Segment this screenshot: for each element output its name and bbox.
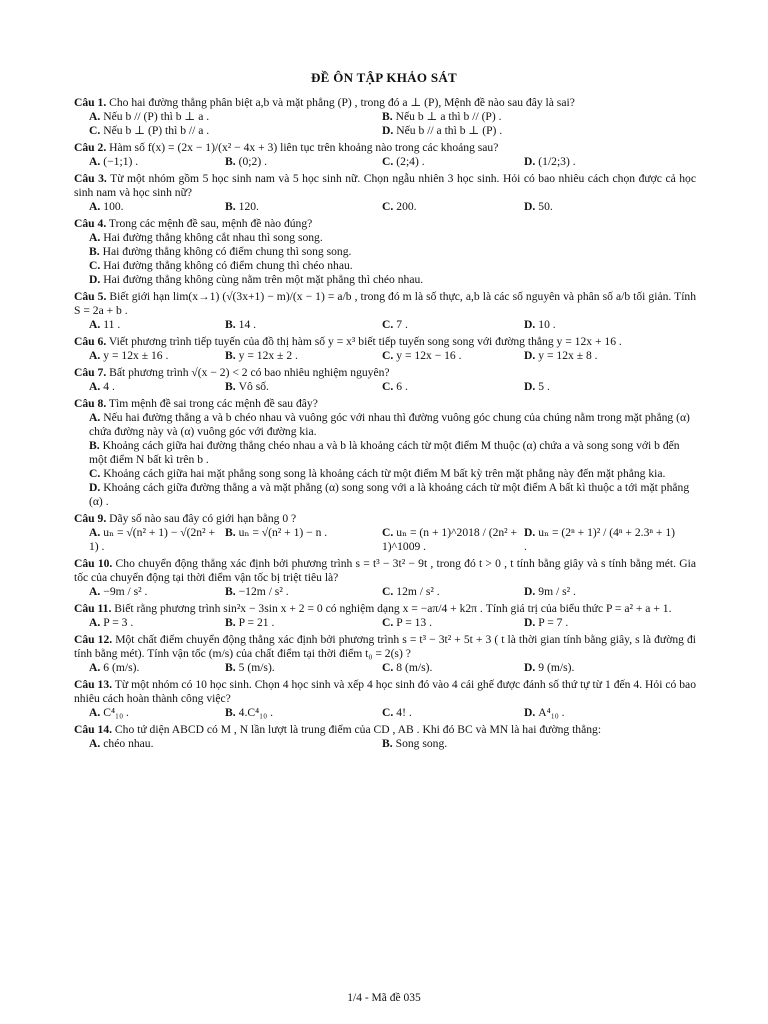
option-text: Hai đường thẳng không có điểm chung thì song song. (102, 245, 352, 258)
answer-option (382, 661, 524, 675)
option-text: P = 21 . (238, 616, 275, 629)
option-text: 120. (238, 200, 259, 213)
answer-option (524, 706, 676, 720)
option-text: Hai đường thẳng không cắt nhau thì song song. (103, 231, 323, 244)
option-letter: B. (225, 349, 236, 362)
answer-option (382, 349, 524, 363)
option-letter: D. (524, 349, 536, 362)
answer-option (89, 411, 696, 439)
answer-option (89, 231, 696, 245)
option-text: 11 . (103, 318, 121, 331)
option-letter: D. (89, 273, 101, 286)
question-8 (74, 397, 696, 509)
answer-option (382, 616, 524, 630)
question-stem (74, 335, 696, 349)
option-letter: B. (225, 585, 236, 598)
answer-options (74, 200, 696, 214)
option-text: 9m / s² . (538, 585, 576, 598)
answer-option (225, 706, 382, 720)
answer-option (524, 318, 676, 332)
option-letter: C. (89, 124, 101, 137)
question-2 (74, 141, 696, 169)
answer-options (74, 616, 696, 630)
option-text: uₙ = √(n² + 1) − √(2n² + 1) . (89, 526, 215, 553)
option-letter: A. (89, 411, 101, 424)
option-letter: C. (382, 526, 394, 539)
question-6 (74, 335, 696, 363)
option-text: 50. (538, 200, 553, 213)
question-3 (74, 172, 696, 214)
answer-options (74, 411, 696, 509)
option-letter: C. (382, 318, 394, 331)
option-text: Vô số. (238, 380, 269, 393)
option-letter: D. (382, 124, 394, 137)
question-stem (74, 602, 696, 616)
answer-option (225, 616, 382, 630)
answer-option (89, 200, 225, 214)
option-text: Nếu b ⊥ (P) thì b // a . (103, 124, 210, 137)
option-letter: D. (89, 481, 101, 494)
option-letter: A. (89, 526, 101, 539)
option-letter: A. (89, 155, 101, 168)
option-text: C⁴₁₀ . (103, 706, 129, 719)
option-text: chéo nhau. (103, 737, 154, 750)
question-14 (74, 723, 696, 751)
question-stem (74, 512, 696, 526)
option-text: 100. (103, 200, 124, 213)
answer-options (74, 737, 696, 751)
option-letter: C. (382, 200, 394, 213)
answer-options (74, 231, 696, 287)
question-1 (74, 96, 696, 138)
option-text: 200. (396, 200, 417, 213)
option-letter: C. (89, 259, 101, 272)
question-text: Cho chuyển động thẳng xác định bởi phương trình s = t³ − 3t² − 9t , trong đó t > 0 , t tính bằng giây và s tính bằng mét. Gia tốc của chuyển động tại thời điểm vận tốc bị triệt tiêu là? (74, 557, 696, 584)
option-letter: B. (225, 706, 236, 719)
question-text: Cho tứ diện ABCD có M , N lần lượt là trung điểm của CD , AB . Khi đó BC và MN là hai đường thẳng: (114, 723, 602, 736)
question-number: Câu 11. (74, 602, 112, 615)
option-text: uₙ = (2ⁿ + 1)² / (4ⁿ + 2.3ⁿ + 1) . (524, 526, 676, 553)
option-letter: D. (524, 616, 536, 629)
answer-option (524, 661, 676, 675)
answer-option (524, 349, 676, 363)
option-text: −12m / s² . (238, 585, 289, 598)
option-text: Nếu hai đường thẳng a và b chéo nhau và vuông góc với nhau thì đường vuông góc chung của chúng nằm trong mặt phẳng (α) chứa đường này và (α) vuông góc với đường kia. (89, 411, 690, 438)
answer-options (74, 661, 696, 675)
answer-option (225, 526, 382, 554)
option-letter: C. (382, 616, 394, 629)
option-text: Khoảng cách giữa hai đường thẳng chéo nhau a và b là khoảng cách từ một điểm M thuộc (α) chứa a và song song với b đến một điểm N bất kì trên b . (89, 439, 680, 466)
question-stem (74, 217, 696, 231)
option-letter: A. (89, 318, 101, 331)
question-stem (74, 290, 696, 318)
answer-option (382, 318, 524, 332)
answer-option (225, 349, 382, 363)
answer-options (74, 155, 696, 169)
question-text: Bất phương trình √(x − 2) < 2 có bao nhiêu nghiệm nguyên? (109, 366, 390, 379)
option-letter: B. (225, 200, 236, 213)
answer-option (382, 737, 675, 751)
answer-options (74, 585, 696, 599)
question-text: Dãy số nào sau đây có giới hạn bằng 0 ? (109, 512, 297, 525)
option-letter: C. (382, 706, 394, 719)
answer-option (524, 585, 676, 599)
option-letter: A. (89, 737, 101, 750)
question-number: Câu 4. (74, 217, 107, 230)
answer-option (89, 245, 696, 259)
question-number: Câu 3. (74, 172, 107, 185)
option-text: Song song. (395, 737, 448, 750)
option-text: 6 . (396, 380, 408, 393)
answer-option (382, 110, 675, 124)
option-text: 14 . (238, 318, 257, 331)
option-letter: C. (382, 585, 394, 598)
answer-option (524, 380, 676, 394)
option-letter: B. (225, 155, 236, 168)
answer-option (382, 585, 524, 599)
option-text: 6 (m/s). (103, 661, 140, 674)
option-text: Khoảng cách giữa hai mặt phẳng song song là khoảng cách từ một điểm M bất kỳ trên mặt phẳng này đến mặt phẳng kia. (103, 467, 666, 480)
answer-option (382, 155, 524, 169)
page-footer: 1/4 - Mã đề 035 (347, 992, 421, 1004)
question-12 (74, 633, 696, 675)
answer-option (524, 616, 676, 630)
answer-option (89, 110, 382, 124)
answer-option (382, 380, 524, 394)
question-number: Câu 7. (74, 366, 107, 379)
option-text: Nếu b // (P) thì b ⊥ a . (103, 110, 210, 123)
answer-option (225, 200, 382, 214)
option-letter: B. (225, 526, 236, 539)
question-text: Từ một nhóm gồm 5 học sinh nam và 5 học sinh nữ. Chọn ngẫu nhiên 3 học sinh. Hỏi có bao nhiêu cách chọn được cả học sinh nam và học sinh nữ? (74, 172, 696, 199)
question-number: Câu 2. (74, 141, 107, 154)
answer-option (89, 706, 225, 720)
question-stem (74, 397, 696, 411)
answer-option (89, 616, 225, 630)
option-text: y = 12x ± 2 . (238, 349, 298, 362)
option-letter: D. (524, 380, 536, 393)
answer-options (74, 318, 696, 332)
option-text: uₙ = √(n² + 1) − n . (238, 526, 328, 539)
option-text: P = 7 . (538, 616, 569, 629)
answer-option (225, 585, 382, 599)
answer-option (89, 259, 696, 273)
option-letter: B. (225, 616, 236, 629)
option-text: −9m / s² . (103, 585, 148, 598)
option-text: Hai đường thẳng không cùng nằm trên một mặt phẳng thì chéo nhau. (103, 273, 424, 286)
option-text: (0;2) . (238, 155, 267, 168)
question-stem (74, 557, 696, 585)
answer-option (524, 526, 676, 554)
question-stem (74, 96, 696, 110)
question-stem (74, 723, 696, 737)
question-stem (74, 366, 696, 380)
option-letter: B. (225, 661, 236, 674)
answer-option (225, 661, 382, 675)
question-number: Câu 10. (74, 557, 113, 570)
question-9 (74, 512, 696, 554)
question-number: Câu 13. (74, 678, 113, 691)
answer-option (89, 585, 225, 599)
question-text: Biết rằng phương trình sin²x − 3sin x + 2 = 0 có nghiệm dạng x = −aπ/4 + k2π . Tính giá trị của biểu thức P = a² + a + 1. (114, 602, 672, 615)
exam-title: ĐỀ ÔN TẬP KHẢO SÁT (310, 70, 458, 85)
question-list (74, 96, 696, 754)
option-letter: A. (89, 110, 101, 123)
option-text: (1/2;3) . (538, 155, 576, 168)
option-letter: D. (524, 200, 536, 213)
question-number: Câu 5. (74, 290, 107, 303)
option-text: 5 (m/s). (238, 661, 275, 674)
answer-option (382, 200, 524, 214)
option-text: 4! . (396, 706, 412, 719)
question-5 (74, 290, 696, 332)
option-letter: D. (524, 585, 536, 598)
option-letter: C. (382, 380, 394, 393)
answer-option (89, 349, 225, 363)
option-text: 4 . (103, 380, 115, 393)
question-number: Câu 1. (74, 96, 107, 109)
option-text: Nếu b // a thì b ⊥ (P) . (396, 124, 503, 137)
answer-option (89, 155, 225, 169)
question-text: Hàm số f(x) = (2x − 1)/(x² − 4x + 3) liên tục trên khoảng nào trong các khoảng sau? (109, 141, 499, 154)
option-text: y = 12x − 16 . (396, 349, 462, 362)
question-number: Câu 6. (74, 335, 107, 348)
answer-option (382, 526, 524, 554)
option-text: 7 . (396, 318, 408, 331)
option-text: 10 . (538, 318, 556, 331)
option-letter: B. (382, 737, 393, 750)
question-number: Câu 12. (74, 633, 113, 646)
answer-option (89, 380, 225, 394)
option-letter: D. (524, 155, 536, 168)
answer-options (74, 706, 696, 720)
question-text: Từ một nhóm có 10 học sinh. Chọn 4 học sinh và xếp 4 học sinh đó vào 4 cái ghế được đánh số thứ tự từ 1 đến 4. Hỏi có bao nhiêu cách hoàn thành công việc? (74, 678, 696, 705)
question-text: Trong các mệnh đề sau, mệnh đề nào đúng? (108, 217, 313, 230)
answer-option (89, 661, 225, 675)
option-text: (2;4) . (396, 155, 425, 168)
question-text: Một chất điểm chuyển động thẳng xác định bởi phương trình s = t³ − 3t² + 5t + 3 ( t là thời gian tính bằng giây, s là đường đi tính bằng mét). Tính vận tốc (m/s) của chất điểm tại thời điểm t₀ = 2(s) ? (74, 633, 696, 660)
answer-option (225, 318, 382, 332)
option-letter: D. (524, 318, 536, 331)
answer-option (89, 467, 696, 481)
option-text: Hai đường thẳng không có điểm chung thì chéo nhau. (103, 259, 353, 272)
option-letter: D. (524, 526, 536, 539)
question-number: Câu 9. (74, 512, 107, 525)
question-4 (74, 217, 696, 287)
answer-option (89, 273, 696, 287)
answer-options (74, 526, 696, 554)
option-text: y = 12x ± 8 . (538, 349, 598, 362)
option-letter: D. (524, 661, 536, 674)
option-text: 5 . (538, 380, 550, 393)
option-letter: A. (89, 380, 101, 393)
option-letter: C. (382, 349, 394, 362)
question-number: Câu 8. (74, 397, 107, 410)
answer-option (225, 380, 382, 394)
option-letter: B. (89, 245, 100, 258)
question-number: Câu 14. (74, 723, 113, 736)
option-text: 12m / s² . (396, 585, 440, 598)
option-letter: B. (382, 110, 393, 123)
question-stem (74, 141, 696, 155)
option-letter: A. (89, 616, 101, 629)
question-text: Biết giới hạn lim(x→1) (√(3x+1) − m)/(x − 1) = a/b , trong đó m là số thực, a,b là các số nguyên và phân số a/b tối giản. Tính S = 2a + b . (74, 290, 697, 317)
option-text: Nếu b ⊥ a thì b // (P) . (395, 110, 502, 123)
option-letter: A. (89, 585, 101, 598)
option-text: 8 (m/s). (396, 661, 433, 674)
question-10 (74, 557, 696, 599)
answer-option (89, 318, 225, 332)
option-letter: B. (225, 380, 236, 393)
question-stem (74, 633, 696, 661)
answer-option (89, 737, 382, 751)
option-letter: C. (89, 467, 101, 480)
answer-option (524, 155, 676, 169)
option-text: (−1;1) . (103, 155, 139, 168)
option-letter: C. (382, 661, 394, 674)
option-letter: B. (89, 439, 100, 452)
option-text: 9 (m/s). (538, 661, 575, 674)
option-text: P = 3 . (103, 616, 134, 629)
answer-option (382, 706, 524, 720)
option-text: P = 13 . (396, 616, 433, 629)
option-letter: A. (89, 231, 101, 244)
answer-option (89, 124, 382, 138)
question-11 (74, 602, 696, 630)
option-letter: D. (524, 706, 536, 719)
question-13 (74, 678, 696, 720)
question-7 (74, 366, 696, 394)
option-text: y = 12x ± 16 . (103, 349, 169, 362)
option-letter: A. (89, 661, 101, 674)
question-text: Viết phương trình tiếp tuyến của đồ thị hàm số y = x³ biết tiếp tuyến song song với đường thẳng y = 12x + 16 . (108, 335, 622, 348)
option-text: 4.C⁴₁₀ . (238, 706, 273, 719)
answer-option (89, 526, 225, 554)
answer-options (74, 349, 696, 363)
answer-option (225, 155, 382, 169)
answer-option (524, 200, 676, 214)
option-letter: C. (382, 155, 394, 168)
answer-option (89, 481, 696, 509)
option-letter: A. (89, 349, 101, 362)
option-letter: A. (89, 706, 101, 719)
option-letter: A. (89, 200, 101, 213)
answer-options (74, 110, 696, 138)
question-stem (74, 172, 696, 200)
question-stem (74, 678, 696, 706)
option-text: Khoảng cách giữa đường thẳng a và mặt phẳng (α) song song với a là khoảng cách từ một điểm A bất kì thuộc a tới mặt phẳng (α) . (89, 481, 690, 508)
answer-options (74, 380, 696, 394)
question-text: Cho hai đường thẳng phân biệt a,b và mặt phẳng (P) , trong đó a ⊥ (P), Mệnh đề nào sau đây là sai? (109, 96, 575, 109)
option-text: uₙ = (n + 1)^2018 / (2n² + 1)^1009 . (382, 526, 518, 553)
answer-option (382, 124, 675, 138)
option-letter: B. (225, 318, 236, 331)
option-text: A⁴₁₀ . (538, 706, 565, 719)
answer-option (89, 439, 696, 467)
question-text: Tìm mệnh đề sai trong các mệnh đề sau đây? (108, 397, 318, 410)
